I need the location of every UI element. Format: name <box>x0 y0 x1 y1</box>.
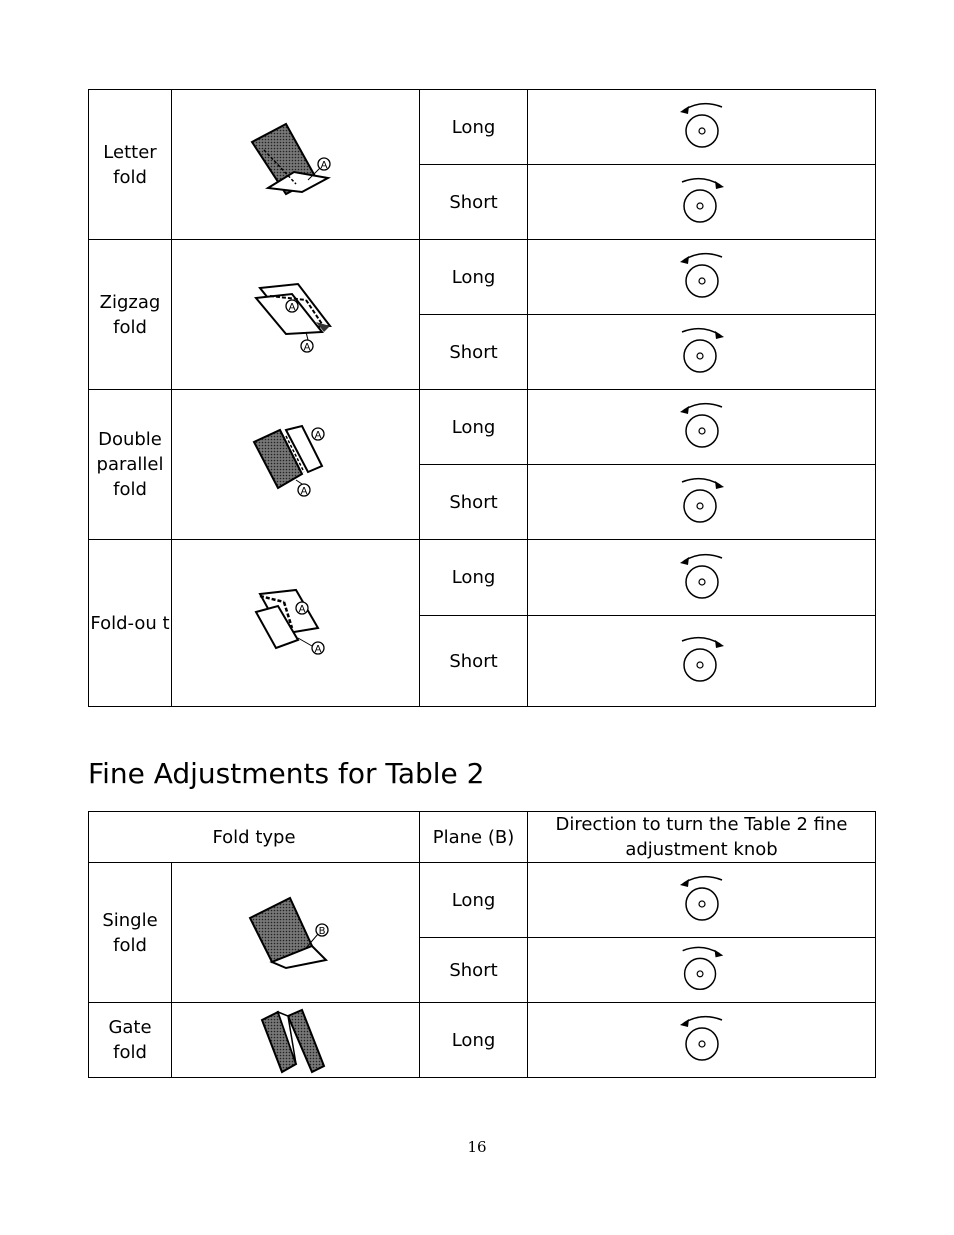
fold-type-label: Single fold <box>89 863 172 1003</box>
plane-label: Long <box>420 540 528 616</box>
knob-direction-cell <box>528 390 876 465</box>
counterclockwise-knob-icon <box>672 1010 732 1070</box>
fold-type-header: Fold type <box>89 812 420 863</box>
clockwise-knob-icon <box>672 322 732 382</box>
fold-type-label: Letter fold <box>89 90 172 240</box>
table-row <box>89 90 876 165</box>
knob-direction-cell <box>528 465 876 540</box>
marker-label: A <box>320 159 327 171</box>
direction-header: Direction to turn the Table 2 fine adjustment knob <box>528 812 876 863</box>
knob-direction-cell <box>528 938 876 1003</box>
plane-label: Long <box>420 1003 528 1078</box>
fold-out-diagram-icon <box>246 578 346 668</box>
knob-direction-cell <box>528 315 876 390</box>
knob-direction-cell <box>528 616 876 707</box>
knob-direction-cell <box>528 1003 876 1078</box>
marker-label: A <box>303 341 310 353</box>
fold-out-illustration <box>172 540 420 707</box>
plane-header: Plane (B) <box>420 812 528 863</box>
table-row <box>89 863 876 938</box>
table-row <box>89 540 876 616</box>
plane-label: Long <box>420 90 528 165</box>
gate-fold-diagram-icon <box>246 1006 346 1074</box>
marker-label: A <box>314 429 321 441</box>
fold-type-label: Gate fold <box>89 1003 172 1078</box>
single-fold-illustration <box>172 863 420 1003</box>
marker-label: B <box>318 925 325 937</box>
clockwise-knob-icon <box>672 631 732 691</box>
gate-fold-illustration <box>172 1003 420 1078</box>
fold-type-label: Zigzag fold <box>89 240 172 390</box>
fold-adjustment-table <box>88 89 876 707</box>
knob-direction-cell <box>528 863 876 938</box>
plane-label: Long <box>420 863 528 938</box>
double-parallel-fold-illustration <box>172 390 420 540</box>
counterclockwise-knob-icon <box>672 397 732 457</box>
counterclockwise-knob-icon <box>672 548 732 608</box>
plane-label: Short <box>420 165 528 240</box>
plane-label: Long <box>420 240 528 315</box>
zigzag-fold-diagram-icon <box>246 270 346 360</box>
zigzag-fold-illustration <box>172 240 420 390</box>
marker-label: A <box>314 644 321 655</box>
table-header-row <box>89 812 876 863</box>
marker-label: A <box>288 301 295 313</box>
table-row <box>89 1003 876 1078</box>
plane-label: Long <box>420 390 528 465</box>
clockwise-knob-icon <box>672 172 732 232</box>
fold-type-label: Fold-ou t <box>89 540 172 707</box>
table-row <box>89 240 876 315</box>
counterclockwise-knob-icon <box>672 870 732 930</box>
table-row <box>89 390 876 465</box>
fold-type-label: Double parallel fold <box>89 390 172 540</box>
table2-fine-adjustment-table <box>88 811 876 1078</box>
plane-label: Short <box>420 465 528 540</box>
clockwise-knob-icon <box>672 472 732 532</box>
knob-direction-cell <box>528 90 876 165</box>
letter-fold-illustration <box>172 90 420 240</box>
plane-label: Short <box>420 616 528 707</box>
letter-fold-diagram-icon <box>246 120 346 210</box>
page-number: 16 <box>467 1138 487 1156</box>
knob-direction-cell <box>528 165 876 240</box>
counterclockwise-knob-icon <box>672 247 732 307</box>
double-parallel-fold-diagram-icon <box>246 420 346 510</box>
marker-label: A <box>298 604 305 615</box>
marker-label: A <box>300 485 307 497</box>
knob-direction-cell <box>528 240 876 315</box>
plane-label: Short <box>420 315 528 390</box>
knob-direction-cell <box>528 540 876 616</box>
counterclockwise-knob-icon <box>672 97 732 157</box>
clockwise-knob-icon <box>672 941 732 999</box>
single-fold-diagram-icon <box>246 888 346 978</box>
plane-label: Short <box>420 938 528 1003</box>
section-title: Fine Adjustments for Table 2 <box>88 757 485 790</box>
